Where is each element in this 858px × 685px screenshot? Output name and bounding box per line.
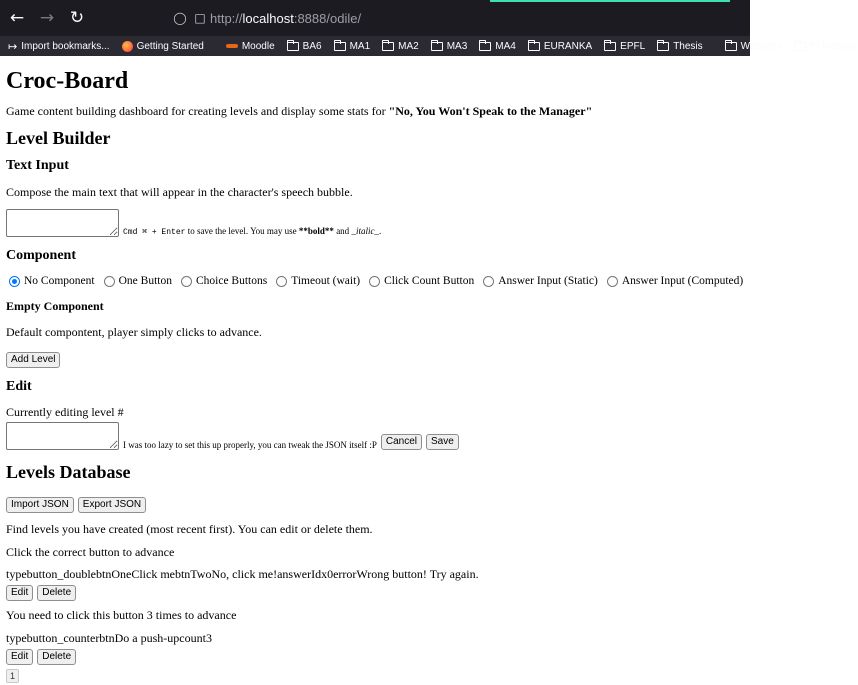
text-input-heading: Text Input	[6, 158, 69, 173]
folder-icon	[794, 42, 806, 51]
json-buttons-row	[6, 494, 744, 513]
radio-choice-buttons[interactable]: Choice Buttons	[178, 275, 267, 287]
edit-json-input[interactable]	[6, 422, 119, 450]
address-bar[interactable]	[170, 5, 740, 31]
bookmark-import[interactable]: ↦ Import bookmarks...	[8, 39, 110, 53]
page-load-progress	[490, 0, 730, 2]
page-content	[0, 64, 750, 684]
delete-level-button[interactable]: Delete	[37, 649, 76, 665]
bookmark-moodle[interactable]: Moodle	[226, 41, 275, 52]
folder-icon	[725, 42, 737, 51]
bookmark-getting-started[interactable]: Getting Started	[122, 41, 204, 52]
folder-icon	[382, 42, 394, 51]
bookmarks-bar	[0, 36, 858, 56]
bookmark-folder-thesis[interactable]: Thesis	[657, 41, 702, 52]
folder-icon	[334, 42, 346, 51]
bookmark-folder-ma1[interactable]: MA1	[334, 41, 371, 52]
database-description: Find levels you have created (most recent first). You can edit or delete them.	[6, 522, 373, 536]
bookmark-folder-ma3[interactable]: MA3	[431, 41, 468, 52]
level-text-input[interactable]	[6, 209, 119, 237]
folder-icon	[657, 42, 669, 51]
export-json-button[interactable]: Export JSON	[78, 497, 146, 513]
level-actions	[6, 646, 744, 665]
radio-answer-static[interactable]: Answer Input (Static)	[480, 275, 598, 287]
level-actions	[6, 582, 744, 601]
moodle-icon	[226, 44, 238, 48]
level-text: Click the correct button to advance	[6, 545, 175, 559]
forward-arrow-icon[interactable]: →	[39, 8, 55, 28]
radio-button[interactable]	[276, 276, 287, 287]
level-json: typebutton_doublebtnOneClick mebtnTwoNo, click me!answerIdx0errorWrong button! Try again.	[6, 567, 479, 581]
folder-icon	[604, 42, 616, 51]
radio-timeout[interactable]: Timeout (wait)	[273, 275, 360, 287]
save-button[interactable]: Save	[426, 434, 459, 450]
edit-label: Currently editing level #	[6, 405, 124, 419]
folder-icon	[287, 42, 299, 51]
import-icon: ↦	[8, 39, 18, 53]
text-input-hint: Cmd ⌘ + Enter to save the level. You may use **bold** and _italic_.	[123, 226, 382, 237]
page-number-row	[6, 666, 744, 684]
text-input-description: Compose the main text that will appear in the character's speech bubble.	[6, 185, 353, 199]
component-radio-group	[6, 275, 744, 287]
bookmark-folder-euranka[interactable]: EURANKA	[528, 41, 592, 52]
page-title: Croc-Board	[6, 68, 129, 94]
game-title: "No, You Won't Speak to the Manager"	[388, 104, 593, 118]
radio-button[interactable]	[607, 276, 618, 287]
levels-database-heading: Levels Database	[6, 462, 131, 482]
level-json: typebutton_counterbtnDo a push-upcount3	[6, 631, 212, 645]
page-number: 1	[6, 669, 19, 683]
edit-level-button[interactable]: Edit	[6, 649, 33, 665]
component-heading: Component	[6, 248, 77, 263]
radio-click-count[interactable]: Click Count Button	[366, 275, 474, 287]
add-level-button[interactable]: Add Level	[6, 352, 60, 368]
radio-button[interactable]	[369, 276, 380, 287]
bookmark-folder-epfl[interactable]: EPFL	[604, 41, 645, 52]
bold-syntax: **bold**	[298, 226, 334, 236]
folder-icon	[431, 42, 443, 51]
empty-component-heading: Empty Component	[6, 299, 104, 313]
level-entry	[6, 545, 744, 601]
firefox-icon	[122, 41, 133, 52]
edit-level-button[interactable]: Edit	[6, 585, 33, 601]
radio-one-button[interactable]: One Button	[101, 275, 172, 287]
shortcut-hint: Cmd ⌘ + Enter	[123, 228, 186, 237]
radio-button[interactable]	[104, 276, 115, 287]
page-intro: Game content building dashboard for creating levels and display some stats for "No, You Won't Speak to the Manager"	[6, 104, 593, 118]
cancel-button[interactable]: Cancel	[381, 434, 422, 450]
url-scheme: http://	[210, 10, 243, 26]
shield-icon[interactable]: ◯	[173, 11, 187, 25]
folder-icon	[479, 42, 491, 51]
level-entry	[6, 608, 744, 684]
italic-syntax: _italic_	[351, 226, 379, 236]
text-input-row	[6, 209, 744, 237]
back-arrow-icon[interactable]: ←	[9, 8, 25, 28]
level-text: You need to click this button 3 times to advance	[6, 608, 237, 622]
radio-button[interactable]	[9, 276, 20, 287]
edit-heading: Edit	[6, 379, 32, 394]
level-builder-heading: Level Builder	[6, 128, 111, 148]
edit-note: I was too lazy to set this up properly, you can tweak the JSON itself :P	[123, 440, 377, 450]
import-json-button[interactable]: Import JSON	[6, 497, 74, 513]
folder-icon	[528, 42, 540, 51]
radio-answer-computed[interactable]: Answer Input (Computed)	[604, 275, 743, 287]
bookmark-folder-pi-website[interactable]: PI Website	[794, 41, 858, 52]
url-host: localhost	[242, 10, 294, 26]
add-level-row	[6, 349, 744, 368]
empty-component-description: Default compontent, player simply clicks to advance.	[6, 325, 262, 339]
page-icon[interactable]: □	[194, 11, 206, 25]
url-path: :8888/odile/	[293, 10, 362, 26]
reload-icon[interactable]: ↻	[69, 8, 85, 28]
delete-level-button[interactable]: Delete	[37, 585, 76, 601]
radio-no-component[interactable]: No Component	[6, 275, 95, 287]
bookmark-folder-websites[interactable]: Websites	[725, 41, 782, 52]
bookmark-folder-ma4[interactable]: MA4	[479, 41, 516, 52]
radio-button[interactable]	[483, 276, 494, 287]
bookmark-folder-ma2[interactable]: MA2	[382, 41, 419, 52]
edit-row	[6, 422, 744, 450]
radio-button[interactable]	[181, 276, 192, 287]
browser-toolbar	[0, 0, 750, 36]
bookmark-folder-ba6[interactable]: BA6	[287, 41, 322, 52]
